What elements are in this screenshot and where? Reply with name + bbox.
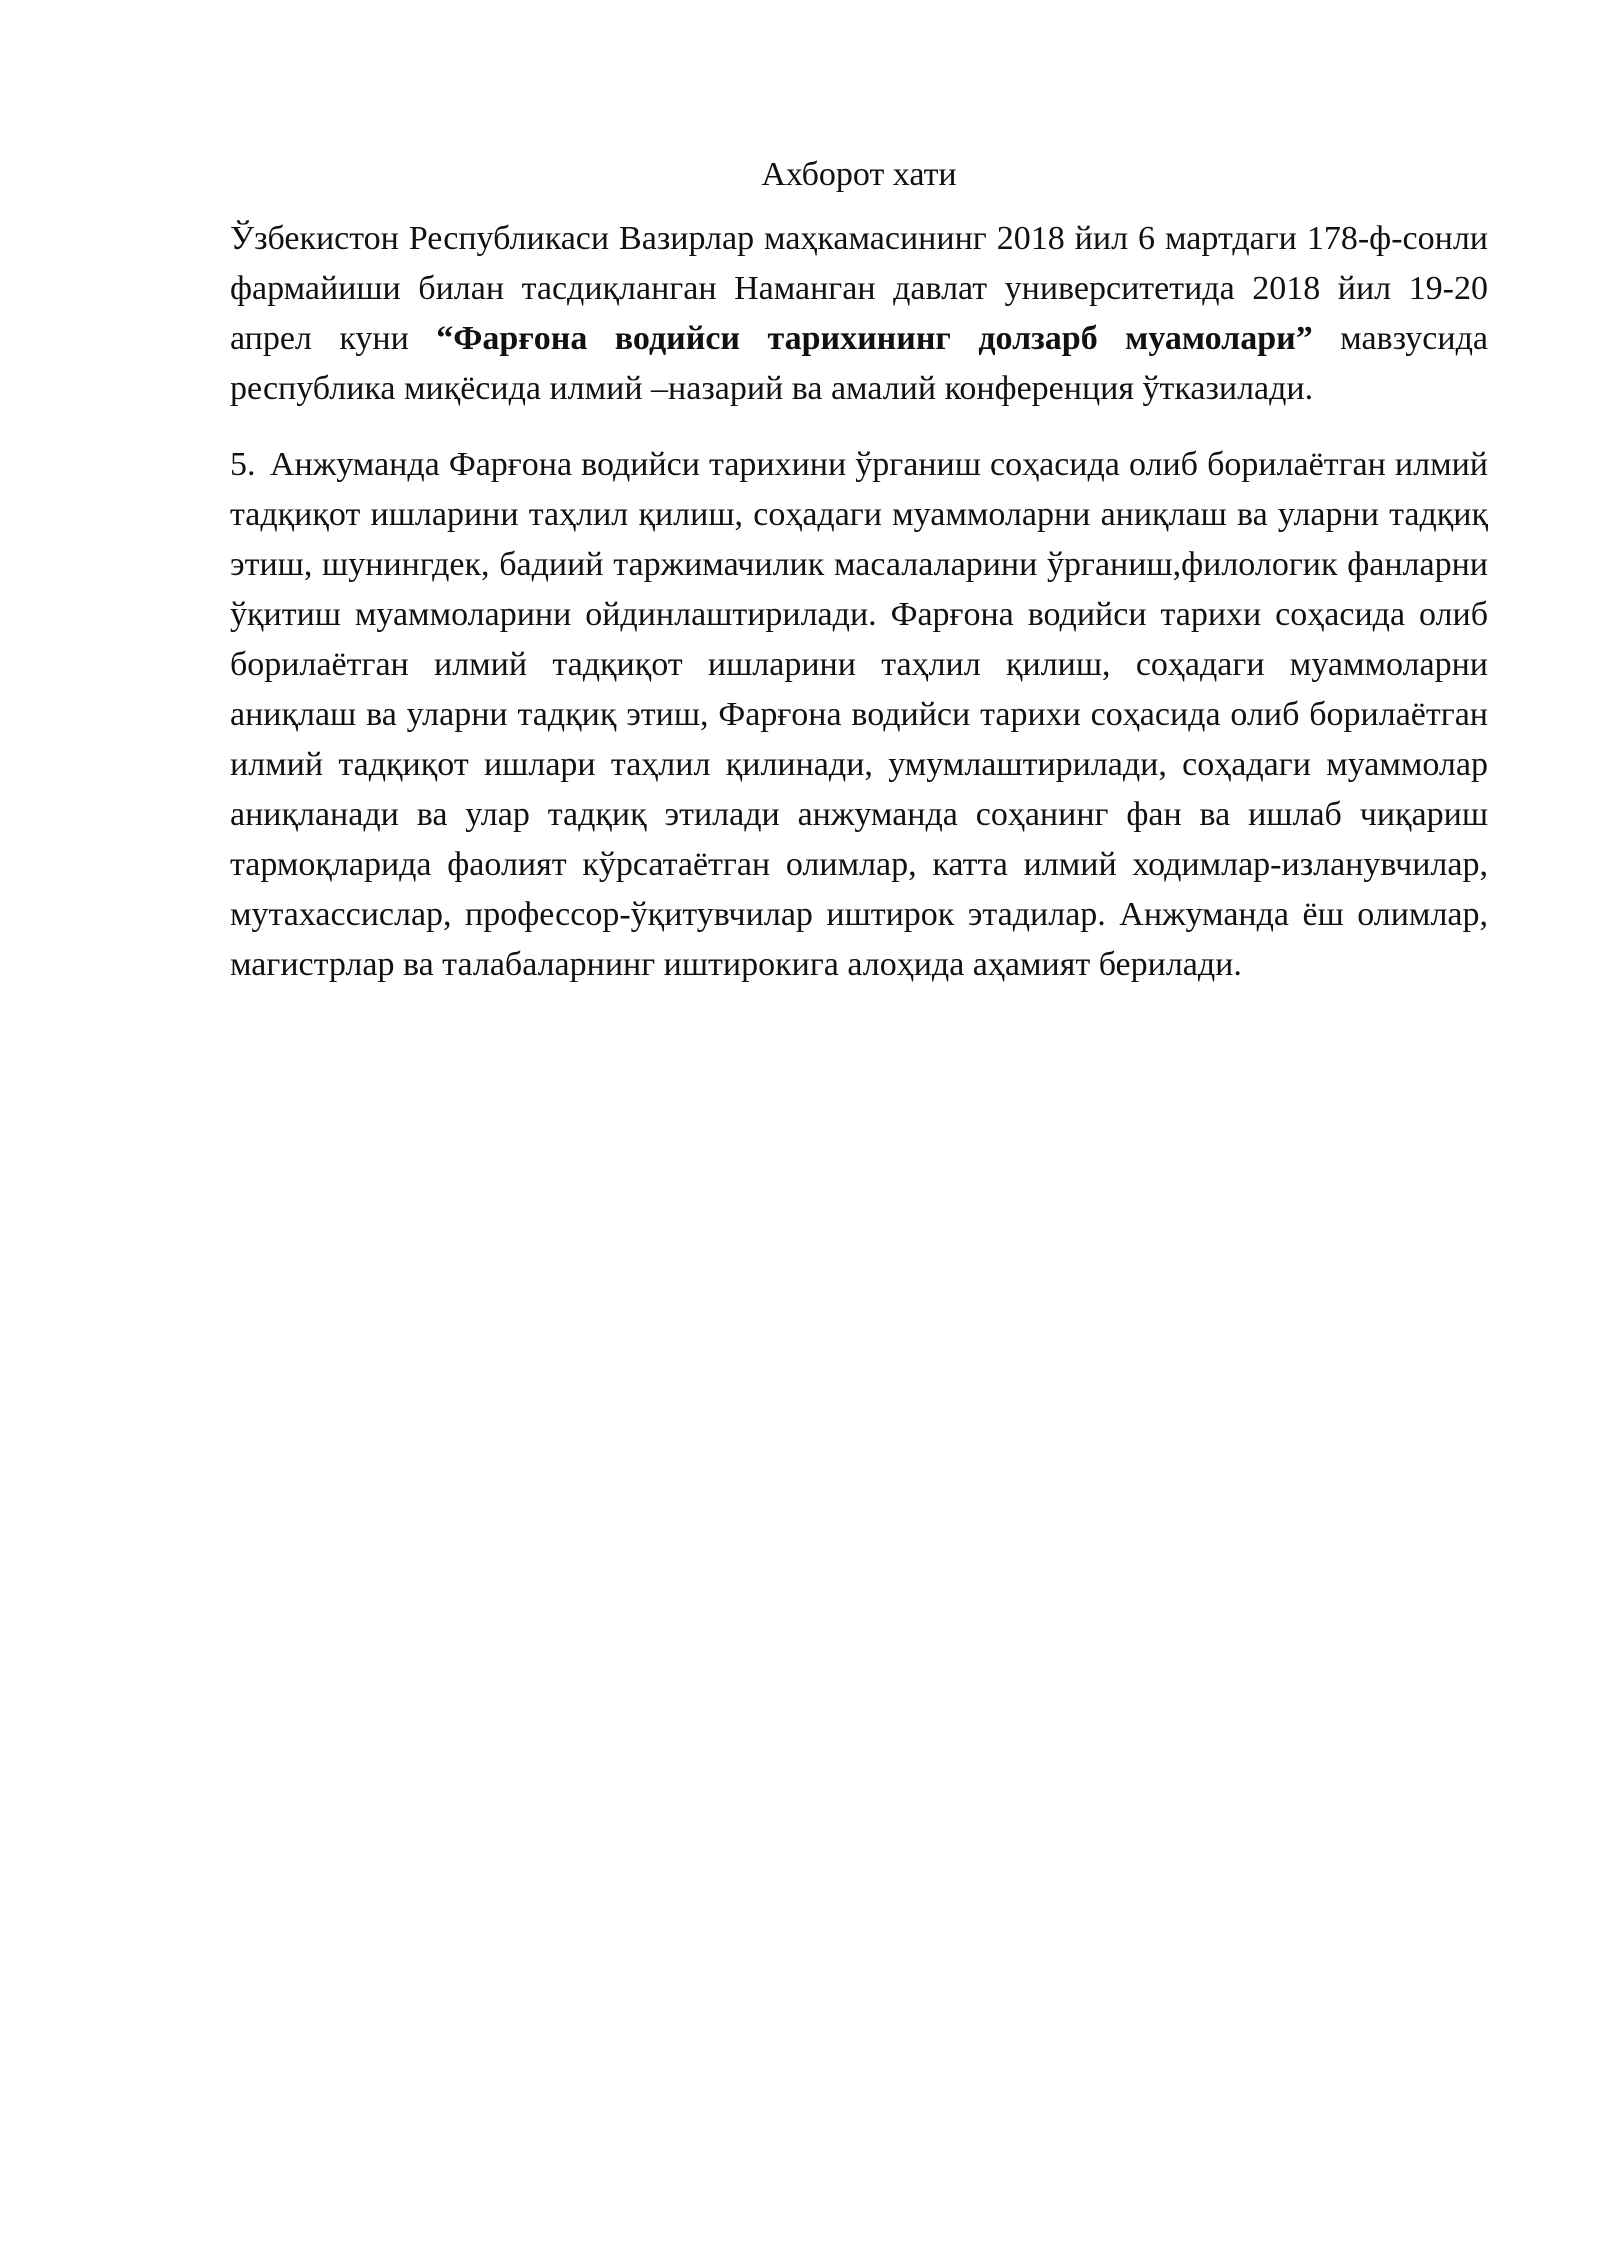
numbered-paragraph [230, 440, 1488, 990]
intro-text-start: Ўзбекистон Республикаси Вазирлар маҳкамасининг 2018 йил 6 мартдаги 178-ф-сонли фармайиши билан тасдиқланган Наманган давлат университетида 2018 йил 19-20 апрел куни [230, 220, 1488, 357]
numbered-paragraph-text: Анжуманда Фарғона водийси тарихини ўрганиш соҳасида олиб борилаётган илмий тадқиқот ишларини таҳлил қилиш, соҳадаги муаммоларни аниқлаш ва уларни тадқиқ этиш, шунингдек, бадиий таржимачилик масалаларини ўрганиш,филологик фанларни ўқитиш муаммоларини ойдинлаштирилади. Фарғона водийси тарихи соҳасида олиб борилаётган илмий тадқиқот ишларини таҳлил қилиш, соҳадаги муаммоларни аниқлаш ва уларни тадқиқ этиш, Фарғона водийси тарихи соҳасида олиб борилаётган илмий тадқиқот ишлари таҳлил қилинади, умумлаштирилади, соҳадаги муаммолар аниқланади ва улар тадқиқ этилади анжуманда соҳанинг фан ва ишлаб чиқариш тармоқларида фаолият кўрсатаётган олимлар, катта илмий ходимлар-изланувчилар, мутахассислар, профессор-ўқитувчилар иштирок этадилар. Анжуманда ёш олимлар, магистрлар ва талабаларнинг иштирокига алоҳида аҳамият берилади. [230, 446, 1488, 983]
conference-topic: “Фарғона водийси тарихининг долзарб муамолари” [436, 320, 1313, 357]
document-title: Ахборот хати [761, 156, 957, 193]
paragraph-number: 5. [230, 446, 256, 483]
document-page [230, 150, 1488, 1016]
intro-text-end: мавзусида республика миқёсида илмий –назарий ва амалий конференция ўтказилади. [230, 320, 1488, 407]
intro-paragraph [230, 214, 1488, 414]
